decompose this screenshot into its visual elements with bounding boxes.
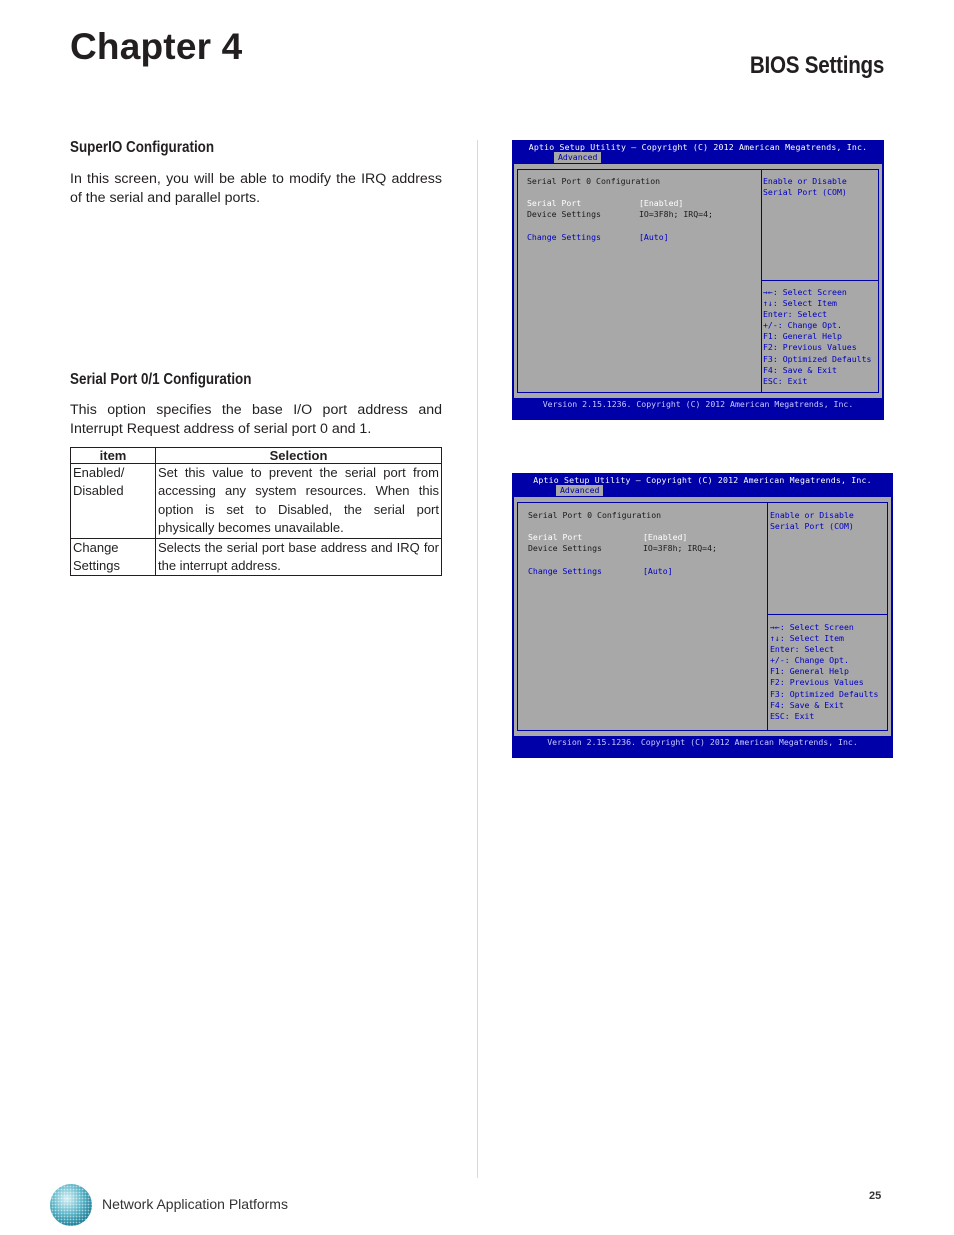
bios-heading: Serial Port 0 Configuration xyxy=(528,510,662,520)
bios-key-line: ESC: Exit xyxy=(770,710,815,721)
table-cell-item: Change Settings xyxy=(71,538,156,576)
bios-screenshot-1 xyxy=(512,140,884,420)
bios-key-line: +/-: Change Opt. xyxy=(763,320,842,331)
bios-footer: Version 2.15.1236. Copyright (C) 2012 American Megatrends, Inc. xyxy=(547,737,858,747)
bios-change-settings-value[interactable]: [Auto] xyxy=(643,566,673,576)
bios-vertical-divider xyxy=(761,169,762,393)
bios-help-divider xyxy=(762,280,878,281)
bios-change-settings-value[interactable]: [Auto] xyxy=(639,232,669,242)
chapter-title: Chapter 4 xyxy=(70,26,243,67)
bios-key-legend xyxy=(763,287,871,387)
table-header-row xyxy=(71,448,442,464)
bios-key-line: →←: Select Screen xyxy=(763,287,847,297)
bios-device-settings-value: IO=3F8h; IRQ=4; xyxy=(643,543,717,553)
bios-device-settings-label: Device Settings xyxy=(528,543,602,553)
page-number: 25 xyxy=(869,1190,882,1202)
bios-key-line: F3: Optimized Defaults xyxy=(770,688,879,699)
table-row xyxy=(71,464,442,539)
bios-device-settings-label: Device Settings xyxy=(527,209,601,219)
superio-heading: SuperIO Configuration xyxy=(70,139,215,156)
options-table xyxy=(70,447,442,576)
bios-change-settings-label[interactable]: Change Settings xyxy=(528,566,602,576)
table-row xyxy=(71,538,442,576)
bios-key-legend xyxy=(770,622,878,722)
bios-vertical-divider xyxy=(767,502,768,731)
table-cell-selection: Selects the serial port base address and IRQ for the interrupt address. xyxy=(156,538,442,576)
bios-heading: Serial Port 0 Configuration xyxy=(527,176,661,186)
bios-key-line: F1: General Help xyxy=(763,331,842,342)
bios-key-line: F2: Previous Values xyxy=(763,342,857,353)
bios-serial-port-value[interactable]: [Enabled] xyxy=(639,198,684,208)
bios-help-line: Enable or Disable xyxy=(770,510,854,520)
serial-port-heading: Serial Port 0/1 Configuration xyxy=(70,371,252,388)
bios-tab-advanced[interactable]: Advanced xyxy=(554,152,601,163)
footer-company: Network Application Platforms xyxy=(102,1196,288,1212)
bios-help-divider xyxy=(768,614,887,615)
bios-key-line: Enter: Select xyxy=(770,644,835,655)
bios-footer: Version 2.15.1236. Copyright (C) 2012 American Megatrends, Inc. xyxy=(542,399,854,409)
bios-help-line: Enable or Disable xyxy=(763,176,847,186)
bios-key-line: ↑↓: Select Item xyxy=(770,633,844,644)
bios-key-line: F3: Optimized Defaults xyxy=(763,353,872,364)
bios-help-text xyxy=(763,176,847,198)
serial-port-description: This option specifies the base I/O port address and Interrupt Request address of serial port 0 and 1. xyxy=(70,402,442,437)
column-divider xyxy=(477,140,478,1178)
table-cell-selection: Set this value to prevent the serial port from accessing any system resources. When this option is set to Disabled, the serial port physically becomes unavailable. xyxy=(156,464,442,539)
bios-key-line: F1: General Help xyxy=(770,666,849,677)
bios-help-line: Serial Port (COM) xyxy=(770,521,854,532)
bios-serial-port-label[interactable]: Serial Port xyxy=(528,532,583,542)
bios-title: Aptio Setup Utility – Copyright (C) 2012 American Megatrends, Inc. xyxy=(533,475,872,485)
table-header-item: item xyxy=(71,448,156,464)
bios-screenshot-2 xyxy=(512,473,893,758)
bios-serial-port-value[interactable]: [Enabled] xyxy=(643,532,688,542)
bios-change-settings-label[interactable]: Change Settings xyxy=(527,232,601,242)
bios-panel xyxy=(514,164,882,398)
bios-key-line: ↑↓: Select Item xyxy=(763,298,837,309)
bios-title: Aptio Setup Utility – Copyright (C) 2012 American Megatrends, Inc. xyxy=(528,142,868,152)
bios-key-line: ESC: Exit xyxy=(763,375,808,386)
bios-tab-advanced[interactable]: Advanced xyxy=(556,485,603,496)
company-logo-icon xyxy=(48,1182,94,1228)
table-header-selection: Selection xyxy=(156,448,442,464)
superio-description: In this screen, you will be able to modify the IRQ address of the serial and parallel ports. xyxy=(70,171,442,206)
bios-key-line: F2: Previous Values xyxy=(770,677,864,688)
section-header: BIOS Settings xyxy=(749,52,884,79)
table-cell-item: Enabled/ Disabled xyxy=(71,464,156,539)
bios-key-line: F4: Save & Exit xyxy=(770,699,844,710)
bios-panel xyxy=(514,497,891,736)
bios-key-line: F4: Save & Exit xyxy=(763,364,837,375)
bios-help-text xyxy=(770,510,854,532)
bios-key-line: →←: Select Screen xyxy=(770,622,854,632)
bios-device-settings-value: IO=3F8h; IRQ=4; xyxy=(639,209,713,219)
bios-key-line: Enter: Select xyxy=(763,309,828,320)
bios-key-line: +/-: Change Opt. xyxy=(770,655,849,666)
bios-help-line: Serial Port (COM) xyxy=(763,187,847,198)
bios-serial-port-label[interactable]: Serial Port xyxy=(527,198,582,208)
